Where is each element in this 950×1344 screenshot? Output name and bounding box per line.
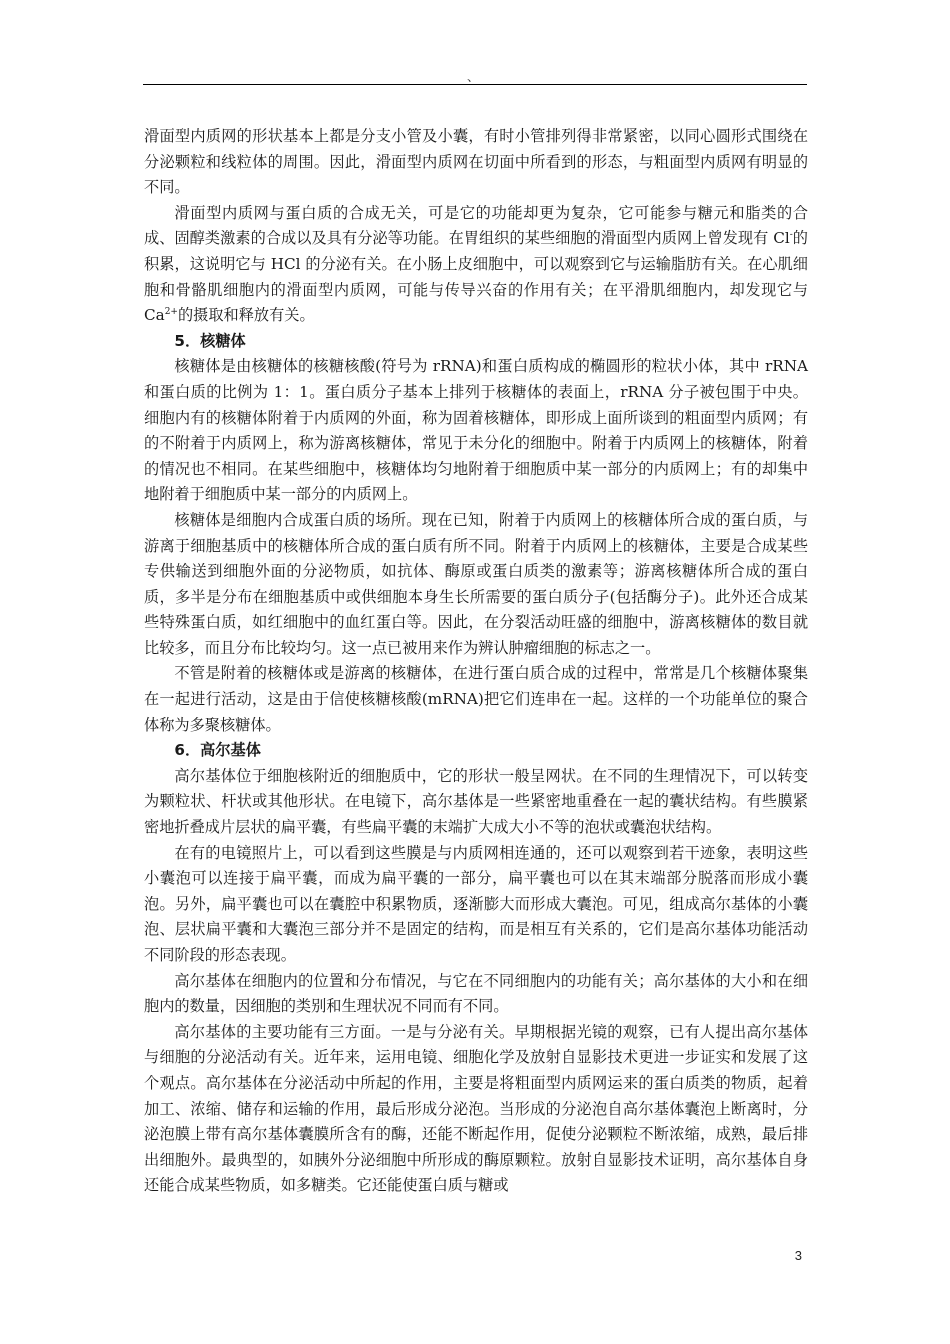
paragraph-text: 滑面型内质网与蛋白质的合成无关，可是它的功能却更为复杂，它可能参与糖元和脂类的合成、固醇类激素的合成以及具有分泌等功能。在胃组织的某些细胞的滑面型内质网上曾发现有 Cl	[144, 203, 808, 248]
paragraph-smooth-er-shape: 滑面型内质网的形状基本上都是分支小管及小囊，有时小管排列得非常紧密，以同心圆形式围绕在分泌颗粒和线粒体的周围。因此，滑面型内质网在切面中所看到的形态，与粗面型内质网有明显的不同。	[144, 127, 808, 197]
paragraph-golgi-shape: 高尔基体位于细胞核附近的细胞质中，它的形状一般呈网状。在不同的生理情况下，可以转变为颗粒状、杆状或其他形状。在电镜下，高尔基体是一些紧密地重叠在一起的囊状结构。有些膜紧密地折叠成片层状的扁平囊，有些扁平囊的末端扩大成大小不等的泡状或囊泡状结构。	[144, 766, 808, 837]
superscript: -	[789, 230, 793, 241]
paragraph-golgi-distribution: 高尔基体在细胞内的位置和分布情况，与它在不同细胞内的功能有关；高尔基体的大小和在细胞内的数量，因细胞的类别和生理状况不同而有不同。	[144, 971, 808, 1016]
paragraph-polyribosome: 不管是附着的核糖体或是游离的核糖体，在进行蛋白质合成的过程中，常常是几个核糖体聚集在一起进行活动，这是由于信使核糖核酸(mRNA)把它们连串在一起。这样的一个功能单位的聚合体称为多聚核糖体。	[144, 664, 808, 734]
paragraph-ribosome-structure: 核糖体是由核糖体的核糖核酸(符号为 rRNA)和蛋白质构成的椭圆形的粒状小体，其中 rRNA 和蛋白质的比例为 1：1。蛋白质分子基本上排列于核糖体的表面上，rRNA 分子被包围于中央。细胞内有的核糖体附着于内质网的外面，称为固着核糖体，即形成上面所谈到的粗面型内质网；有的不附着于内质网上，称为游离核糖体，常见于未分化的细胞中。附着于内质网上的核糖体，附着的情况也不相同。在某些细胞中，核糖体均匀地附着于细胞质中某一部分的内质网上；有的却集中地附着于细胞质中某一部分的内质网上。	[144, 357, 808, 504]
page-number: 3	[794, 1248, 802, 1263]
paragraph-ribosome-function: 核糖体是细胞内合成蛋白质的场所。现在已知，附着于内质网上的核糖体所合成的蛋白质，与游离于细胞基质中的核糖体所合成的蛋白质有所不同。附着于内质网上的核糖体，主要是合成某些专供输送到细胞外面的分泌物质，如抗体、酶原或蛋白质类的激素等；游离核糖体所合成的蛋白质，多半是分布在细胞基质中或供细胞本身生长所需要的蛋白质分子(包括酶分子)。此外还合成某些特殊蛋白质，如红细胞中的血红蛋白等。因此，在分裂活动旺盛的细胞中，游离核糖体的数目就比较多，而且分布比较均匀。这一点已被用来作为辨认肿瘤细胞的标志之一。	[144, 510, 808, 657]
header-rule	[143, 84, 807, 85]
paragraph-smooth-er-function	[144, 201, 808, 329]
section-heading-ribosome: 5．核糖体	[174, 331, 246, 350]
superscript: 2+	[164, 307, 178, 318]
paragraph-golgi-em: 在有的电镜照片上，可以看到这些膜是与内质网相连通的，还可以观察到若干迹象，表明这些小囊泡可以连接于扁平囊，而成为扁平囊的一部分，扁平囊也可以在其末端部分脱落而形成小囊泡。另外，扁平囊也可以在囊腔中积累物质，逐渐膨大而形成大囊泡。可见，组成高尔基体的小囊泡、层状扁平囊和大囊泡三部分并不是固定的结构，而是相互有关系的，它们是高尔基体功能活动不同阶段的形态表现。	[144, 843, 808, 964]
paragraph-text: 的积累，这说明它与 HCl 的分泌有关。在小肠上皮细胞中，可以观察到它与运输脂肪有关。在心肌细胞和骨骼肌细胞内的滑面型内质网，可能与传导兴奋的作用有关；在平滑肌细胞内，却发现它与 Ca	[144, 229, 808, 325]
paragraph-text: 的摄取和释放有关。	[177, 306, 315, 325]
paragraph-golgi-function: 高尔基体的主要功能有三方面。一是与分泌有关。早期根据光镜的观察，已有人提出高尔基体与细胞的分泌活动有关。近年来，运用电镜、细胞化学及放射自显影技术更进一步证实和发展了这个观点。高尔基体在分泌活动中所起的作用，主要是将粗面型内质网运来的蛋白质类的物质，起着加工、浓缩、储存和运输的作用，最后形成分泌泡。当形成的分泌泡自高尔基体囊泡上断离时，分泌泡膜上带有高尔基体囊膜所含有的酶，还能不断起作用，促使分泌颗粒不断浓缩，成熟，最后排出细胞外。最典型的，如胰外分泌细胞中所形成的酶原颗粒。放射自显影技术证明，高尔基体自身还能合成某些物质，如多糖类。它还能使蛋白质与糖或	[144, 1022, 808, 1195]
section-heading-golgi: 6．高尔基体	[174, 741, 261, 760]
header-mark: 、	[467, 70, 480, 84]
document-body	[144, 124, 808, 1199]
